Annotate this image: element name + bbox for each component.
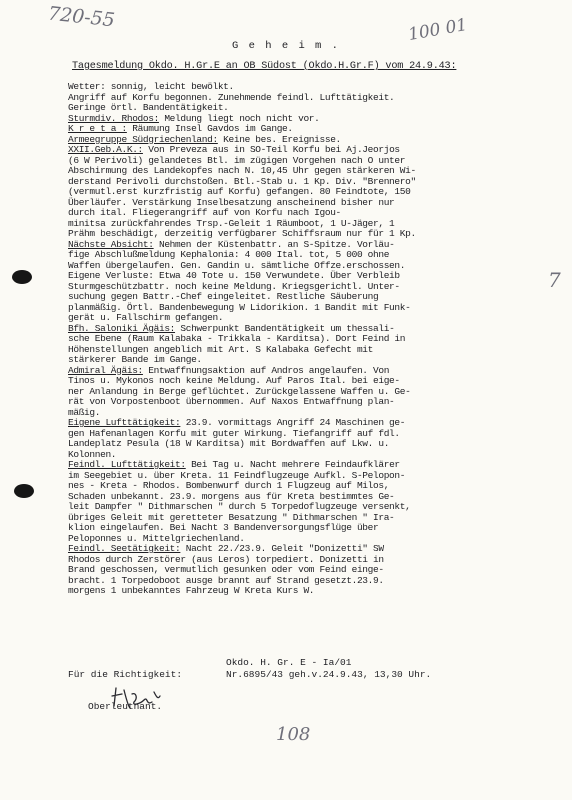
issuing-unit: Okdo. H. Gr. E - Ia/01 <box>226 657 352 668</box>
report-line <box>68 439 538 450</box>
report-text: ner Anlandung in Berge geflüchtet. Zurückgelassene Waffen u. Ge- <box>68 385 411 397</box>
section-heading: Nächste Absicht: <box>68 238 154 250</box>
report-text: sche Ebene (Raum Kalabaka - Trikkala - Karditsa). Dort Feind in <box>68 333 406 344</box>
document-title: G e h e i m . <box>232 40 340 52</box>
report-line <box>68 586 538 597</box>
report-text: übriges Geleit mit geretteter Besatzung " Dithmarschen " Ira- <box>68 511 395 523</box>
report-text: Schaden unbekannt. 23.9. morgens aus für Kreta bestimmtes Ge- <box>68 490 395 502</box>
report-line <box>68 397 538 408</box>
punch-hole-top <box>12 270 32 284</box>
report-text: Abschirmung des Landekopfes nach N. 10,45 Uhr gegen stärkeren Wi- <box>68 165 416 176</box>
report-text: leit Dampfer " Dithmarschen " durch 5 Torpedoflugzeuge versenkt, <box>68 501 411 512</box>
report-text: Räumung Insel Gavdos im Gange. <box>126 123 293 134</box>
report-text: Brand geschossen, vermutlich gesunken oder vom Feind einge- <box>68 564 384 575</box>
report-text: (6 W Perivoli) gelandetes Btl. im zügigen Vorgehen nach O unter <box>68 154 406 166</box>
section-heading: Feindl. Seetätigkeit: <box>68 543 181 554</box>
report-text: Geringe örtl. Bandentätigkeit. <box>68 102 229 113</box>
report-text: Schwerpunkt Bandentätigkeit um thessali- <box>175 322 395 334</box>
report-text: planmäßig. Örtl. Bandenbewegung W Lidorikion. 1 Bandit mit Funk- <box>68 301 411 313</box>
report-text: nes - Kreta - Rhodos. Bombenwurf durch 1 Flugzeug auf Milos, <box>68 480 390 491</box>
section-heading: Eigene Lufttätigkeit: <box>68 417 181 428</box>
section-heading: Bfh. Saloniki Ägäis: <box>68 322 176 334</box>
report-text: Bei Tag u. Nacht mehrere Feindaufklärer <box>185 459 400 470</box>
report-text: gerät u. Fallschirm gefangen. <box>68 312 224 323</box>
report-text: Angriff auf Korfu begonnen. Zunehmende feindl. Lufttätigkeit. <box>68 91 395 103</box>
report-text: Tinos u. Mykonos noch keine Meldung. Auf Paros Ital. bei eige- <box>68 375 400 386</box>
section-heading: Admiral Ägäis: <box>68 364 143 376</box>
pencil-page-number: 108 <box>276 724 311 745</box>
report-text: Prähm beschädigt, derzeitig verfügbarer Schiffsraum nur für 1 Kp. <box>68 228 416 239</box>
section-heading: XXII.Geb.A.K.: <box>68 144 143 155</box>
report-text: im Seegebiet u. über Kreta. 11 Feindflugzeuge Aufkl. S-Pelopon- <box>68 469 406 481</box>
section-heading: Feindl. Lufttätigkeit: <box>68 459 186 470</box>
report-text: Landeplatz Pesula (18 W Karditsa) mit Bordwaffen auf Lkw. u. <box>68 438 390 449</box>
punch-hole-bottom <box>14 484 34 498</box>
report-text: Entwaffnungsaktion auf Andros angelaufen. Von <box>142 364 390 376</box>
report-text: rät von Vorpostenboot übernommen. Auf Naxos Entwaffnung plan- <box>68 396 395 407</box>
report-text: gen Hafenanlagen Korfu mit guter Wirkung. Tiefangriff auf fdl. <box>68 427 400 439</box>
report-text: Nehmen der Küstenbattr. an S-Spitze. Vorläu- <box>153 238 395 250</box>
report-text: Höhenstellungen angeblich mit Art. S Kalabaka Gefecht mit <box>68 343 374 355</box>
section-heading: Sturmdiv. Rhodos: <box>68 112 159 124</box>
report-text: fige Abschlußmeldung Kephalonia: 4 000 Ital. tot, 5 000 ohne <box>68 249 390 260</box>
report-text: 23.9. vormittags Angriff 24 Maschinen ge- <box>180 417 406 428</box>
section-heading: Armeegruppe Südgriechenland: <box>68 133 218 145</box>
report-text: Von Preveza aus in SO-Teil Korfu bei Aj.Jeorjos <box>142 144 400 155</box>
report-body <box>68 82 538 597</box>
reference-number: Nr.6895/43 geh.v.24.9.43, 13,30 Uhr. <box>226 669 432 680</box>
report-text: suchung gegen Battr.-Chef eingeleitet. Restliche Säuberung <box>68 291 379 302</box>
pencil-folio-number: 100 01 <box>406 14 469 46</box>
report-text: Rhodos durch Zerstörer (aus Leros) torpediert. Donizetti in <box>68 553 384 565</box>
report-text: morgens 1 unbekanntes Fahrzeug W Kreta Kurs W. <box>68 585 315 596</box>
report-text: klion eingelaufen. Bei Nacht 3 Bandenversorgungsflüge über <box>68 522 379 533</box>
report-text: Waffen übergelaufen. Gen. Gandin u. sämtliche Offze.erschossen. <box>68 259 406 271</box>
report-text: (vermutl.erst kurzfristig auf Korfu) gefangen. 80 Feindtote, 150 <box>68 186 411 197</box>
pencil-margin-mark: 7 <box>548 268 561 292</box>
report-text: Eigene Verluste: Etwa 40 Tote u. 150 Verwundete. Über Verbleib <box>68 270 400 281</box>
signature-rank: Oberleutnant. <box>88 701 163 712</box>
report-text: Nacht 22./23.9. Geleit "Donizetti" SW <box>180 543 384 554</box>
report-text: stärkerer Bande im Gange. <box>68 354 202 365</box>
report-text: durch ital. Fliegerangriff auf von Korfu nach Igou- <box>68 207 341 218</box>
report-text: Peloponnes u. Mittelgriechenland. <box>68 532 245 544</box>
report-text: derstand Perivoli durchstoßen. Btl.-Stab u. 1 Kp. Div. "Brennero" <box>68 175 416 187</box>
report-text: Überläufer. Verstärkung Inselbesatzung anscheinend bisher nur <box>68 196 395 208</box>
report-text: Meldung liegt noch nicht vor. <box>158 112 320 124</box>
report-text: Wetter: sonnig, leicht bewölkt. <box>68 81 234 92</box>
document-subtitle: Tagesmeldung Okdo. H.Gr.E an OB Südost (Okdo.H.Gr.F) vom 24.9.43: <box>72 61 457 72</box>
report-text: Kolonnen. <box>68 448 117 460</box>
certification-label: Für die Richtigkeit: <box>68 669 183 680</box>
report-text: Sturmgeschützbattr. noch keine Meldung. Kriegsgerichtl. Unter- <box>68 280 400 292</box>
report-text: bracht. 1 Torpedoboot ausge brannt auf Strand gesetzt.23.9. <box>68 574 384 586</box>
report-text: mäßig. <box>68 406 101 418</box>
section-heading: K r e t a : <box>68 123 127 134</box>
report-text: minitsa zurückfahrendes Trsp.-Geleit 1 Räumboot, 1 U-Jäger, 1 <box>68 217 395 229</box>
report-text: Keine bes. Ereignisse. <box>217 133 341 145</box>
pencil-archive-number: 720-55 <box>47 2 116 32</box>
